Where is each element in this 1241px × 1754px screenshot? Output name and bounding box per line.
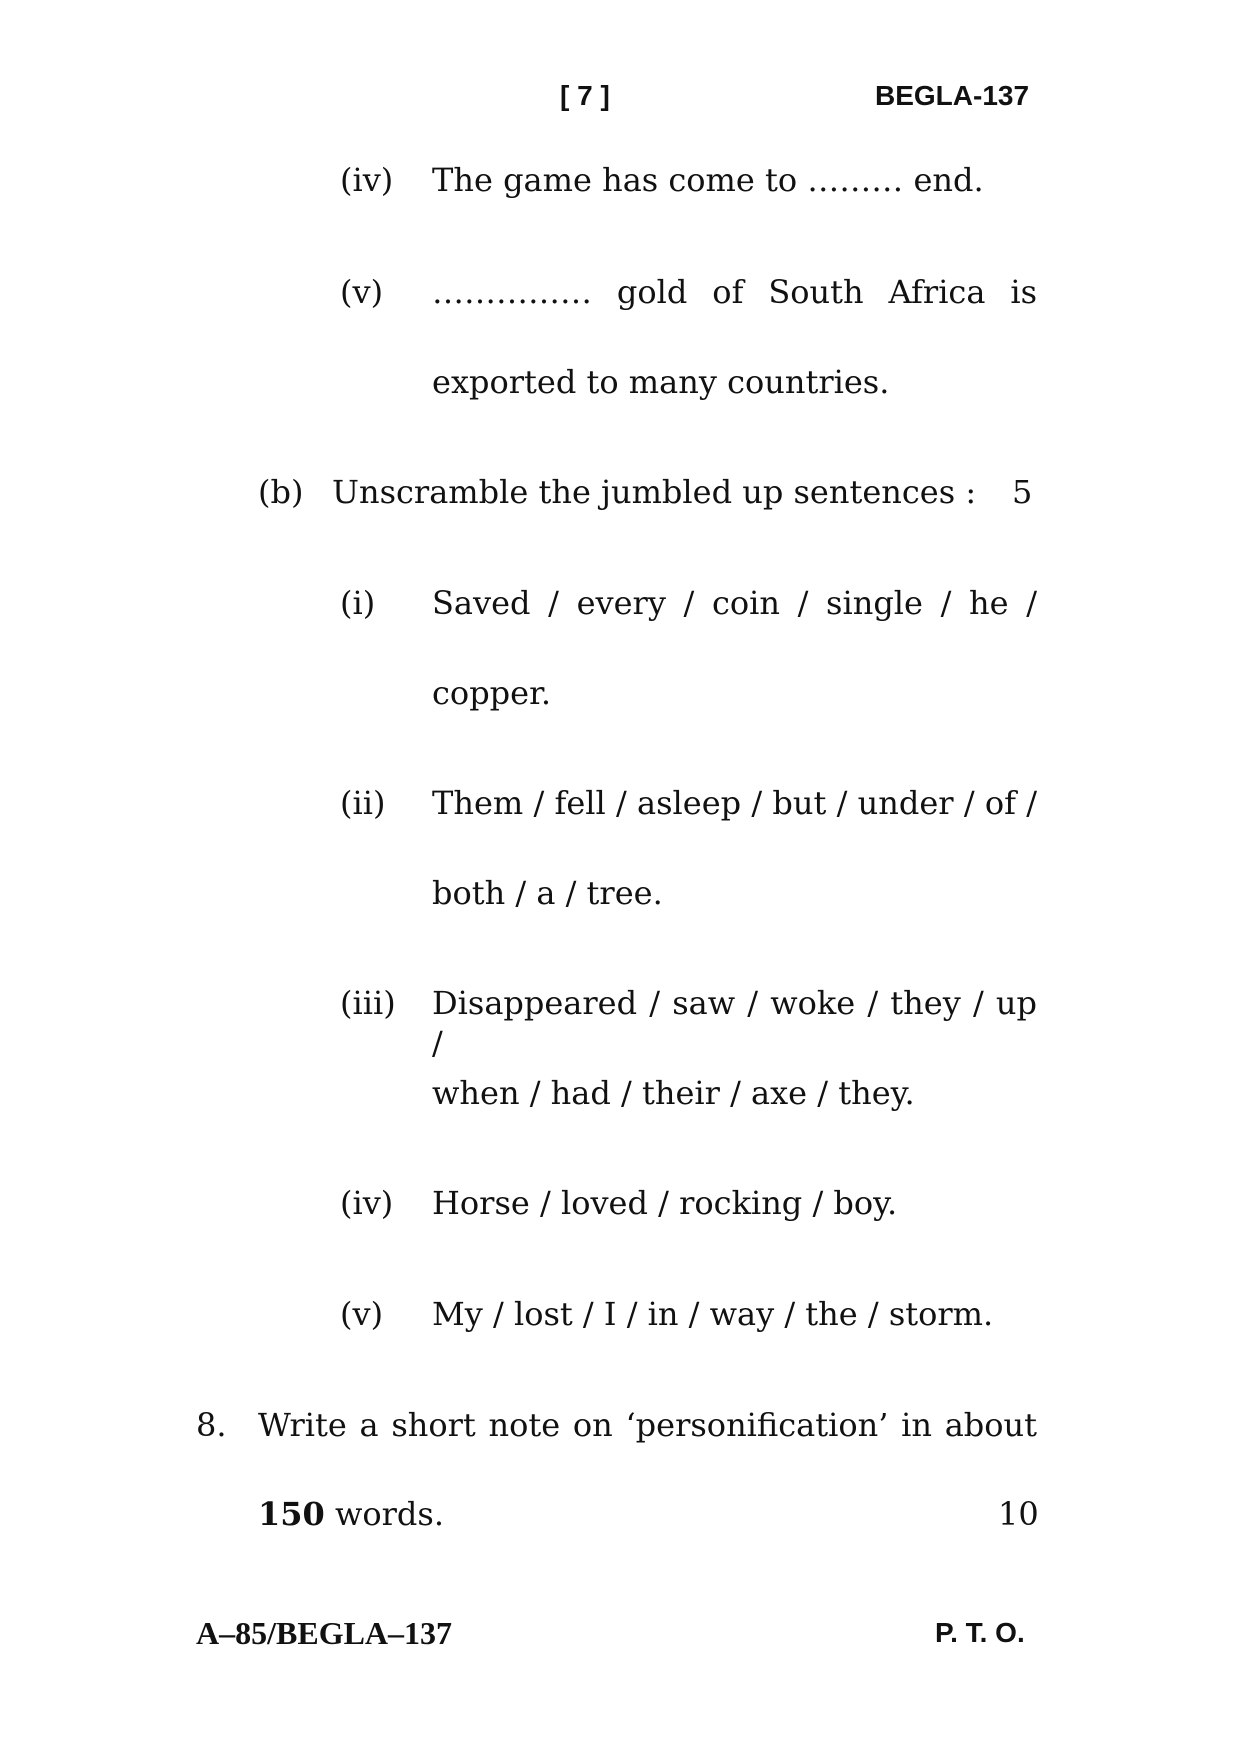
page-number: [ 7 ] (560, 80, 610, 111)
item-text: Horse / loved / rocking / boy. (432, 1184, 898, 1222)
footer-code: A–85/BEGLA–137 (196, 1615, 453, 1651)
question-marks: 10 (998, 1495, 1039, 1533)
item-text: My / lost / I / in / way / the / storm. (432, 1295, 994, 1333)
question-text: Write a short note on ‘personification’ in about (258, 1406, 1037, 1444)
item-label: (iv) (340, 1184, 394, 1222)
item-text: …………… gold of South Africa is (432, 273, 1037, 311)
paper-code: BEGLA-137 (875, 80, 1030, 111)
item-text-continued: exported to many countries. (432, 363, 890, 401)
item-label: (iv) (340, 161, 394, 199)
item-text-continued: when / had / their / axe / they. (432, 1074, 915, 1112)
item-label: (v) (340, 1295, 384, 1333)
item-text: Disappeared / saw / woke / they / up / (432, 984, 1037, 1062)
item-text: Them / fell / asleep / but / under / of / (432, 784, 1037, 822)
item-label: (v) (340, 273, 384, 311)
word-count: 150 (258, 1495, 325, 1533)
item-text-continued: copper. (432, 674, 552, 712)
question-number: 8. (196, 1406, 227, 1444)
section-b-label: (b) (258, 473, 304, 511)
item-text: The game has come to ……… end. (432, 161, 984, 199)
item-text-continued: both / a / tree. (432, 874, 663, 912)
section-b-prompt: Unscramble the jumbled up sentences : (332, 473, 977, 511)
footer-pto: P. T. O. (935, 1617, 1025, 1648)
item-label: (iii) (340, 984, 396, 1022)
section-b-marks: 5 (1012, 473, 1033, 511)
question-text-rest: words. (324, 1495, 444, 1533)
item-text: Saved / every / coin / single / he / (432, 584, 1037, 622)
item-label: (i) (340, 584, 376, 622)
question-text-continued (258, 1494, 444, 1534)
item-label: (ii) (340, 784, 386, 822)
